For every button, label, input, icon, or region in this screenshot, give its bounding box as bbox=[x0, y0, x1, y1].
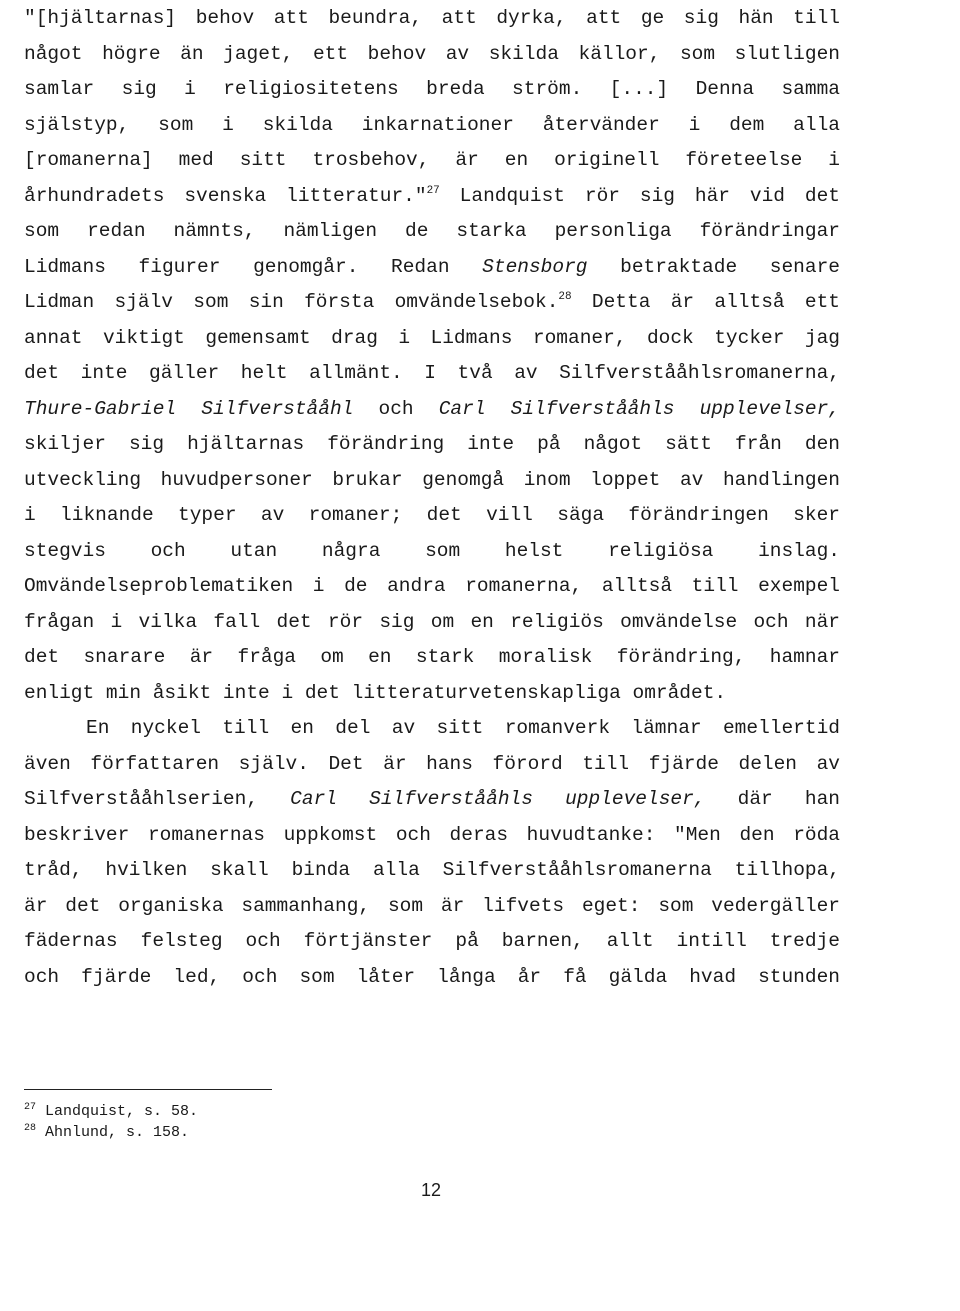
text-line: annat viktigt gemensamt drag i Lidmans romaner, dock tycker jag bbox=[24, 327, 840, 349]
text-line: skiljer sig hjältarnas förändring inte på något sätt från den bbox=[24, 433, 840, 455]
text-line: frågan i vilka fall det rör sig om en religiös omvändelse och när bbox=[24, 611, 840, 633]
text-run: Silfverstååhlserien, bbox=[24, 788, 291, 810]
footnote-number: 28 bbox=[24, 1123, 37, 1134]
text-line bbox=[24, 395, 840, 423]
text-line: [romanerna] med sitt trosbehov, är en originell företeelse i bbox=[24, 149, 840, 171]
text-line: Omvändelseproblematiken i de andra romanerna, alltså till exempel bbox=[24, 575, 840, 597]
text-line: tråd, hvilken skall binda alla Silfverstååhlsromanerna tillhopa, bbox=[24, 859, 840, 881]
text-run: där han bbox=[705, 788, 840, 810]
footnote-text: Landquist, s. 58. bbox=[36, 1103, 199, 1120]
text-line: enligt min åsikt inte i det litteraturvetenskapliga området. bbox=[24, 682, 727, 704]
text-line: något högre än jaget, ett behov av skilda källor, som slutligen bbox=[24, 43, 840, 65]
footnote-ref-27: 27 bbox=[426, 185, 440, 197]
text-line bbox=[24, 182, 840, 210]
text-run: århundradets svenska litteratur." bbox=[24, 185, 427, 207]
text-line: det inte gäller helt allmänt. I två av Silfverstååhlsromanerna, bbox=[24, 362, 840, 384]
text-run: Lidman själv som sin första omvändelsebok. bbox=[24, 291, 559, 313]
text-run: Landquist rör sig här vid det bbox=[439, 185, 840, 207]
text-line: stegvis och utan några som helst religiösa inslag. bbox=[24, 540, 840, 562]
footnote-27 bbox=[24, 1102, 198, 1122]
text-line: och fjärde led, och som låter långa år få gälda hvad stunden bbox=[24, 966, 840, 988]
text-run: betraktade senare bbox=[587, 256, 840, 278]
page-number: 12 bbox=[420, 1180, 442, 1200]
book-title-carl: Carl Silfverstååhls upplevelser, bbox=[438, 398, 841, 420]
book-title-stensborg: Stensborg bbox=[482, 256, 588, 278]
text-run: Detta är alltså ett bbox=[571, 291, 840, 313]
text-line: samlar sig i religiositetens breda ström. [...] Denna samma bbox=[24, 78, 840, 100]
footnote-number: 27 bbox=[24, 1102, 37, 1113]
text-line: En nyckel till en del av sitt romanverk lämnar emellertid bbox=[86, 717, 840, 739]
text-line: fädernas felsteg och förtjänster på barnen, allt intill tredje bbox=[24, 930, 840, 952]
text-run: Lidmans figurer genomgår. Redan bbox=[24, 256, 483, 278]
text-line: "[hjältarnas] behov att beundra, att dyrka, att ge sig hän till bbox=[24, 7, 840, 29]
text-line: själstyp, som i skilda inkarnationer återvänder i dem alla bbox=[24, 114, 840, 136]
text-line: som redan nämnts, nämligen de starka personliga förändringar bbox=[24, 220, 840, 242]
text-line bbox=[24, 253, 840, 281]
footnote-ref-28: 28 bbox=[558, 291, 572, 303]
footnote-28 bbox=[24, 1123, 189, 1143]
text-line bbox=[24, 785, 840, 813]
text-line: utveckling huvudpersoner brukar genomgå inom loppet av handlingen bbox=[24, 469, 840, 491]
text-line bbox=[24, 288, 840, 316]
text-line: beskriver romanernas uppkomst och deras huvudtanke: "Men den röda bbox=[24, 824, 840, 846]
book-title-carl: Carl Silfverstååhls upplevelser, bbox=[290, 788, 706, 810]
text-run: och bbox=[353, 398, 439, 420]
text-line: det snarare är fråga om en stark moralisk förändring, hamnar bbox=[24, 646, 840, 668]
book-title-thure-gabriel: Thure-Gabriel Silfverstååhl bbox=[24, 398, 354, 420]
footnote-divider bbox=[24, 1089, 272, 1090]
text-line: i liknande typer av romaner; det vill säga förändringen sker bbox=[24, 504, 840, 526]
text-line: är det organiska sammanhang, som är lifvets eget: som vedergäller bbox=[24, 895, 840, 917]
footnote-text: Ahnlund, s. 158. bbox=[36, 1124, 190, 1141]
text-line: även författaren själv. Det är hans förord till fjärde delen av bbox=[24, 753, 840, 775]
